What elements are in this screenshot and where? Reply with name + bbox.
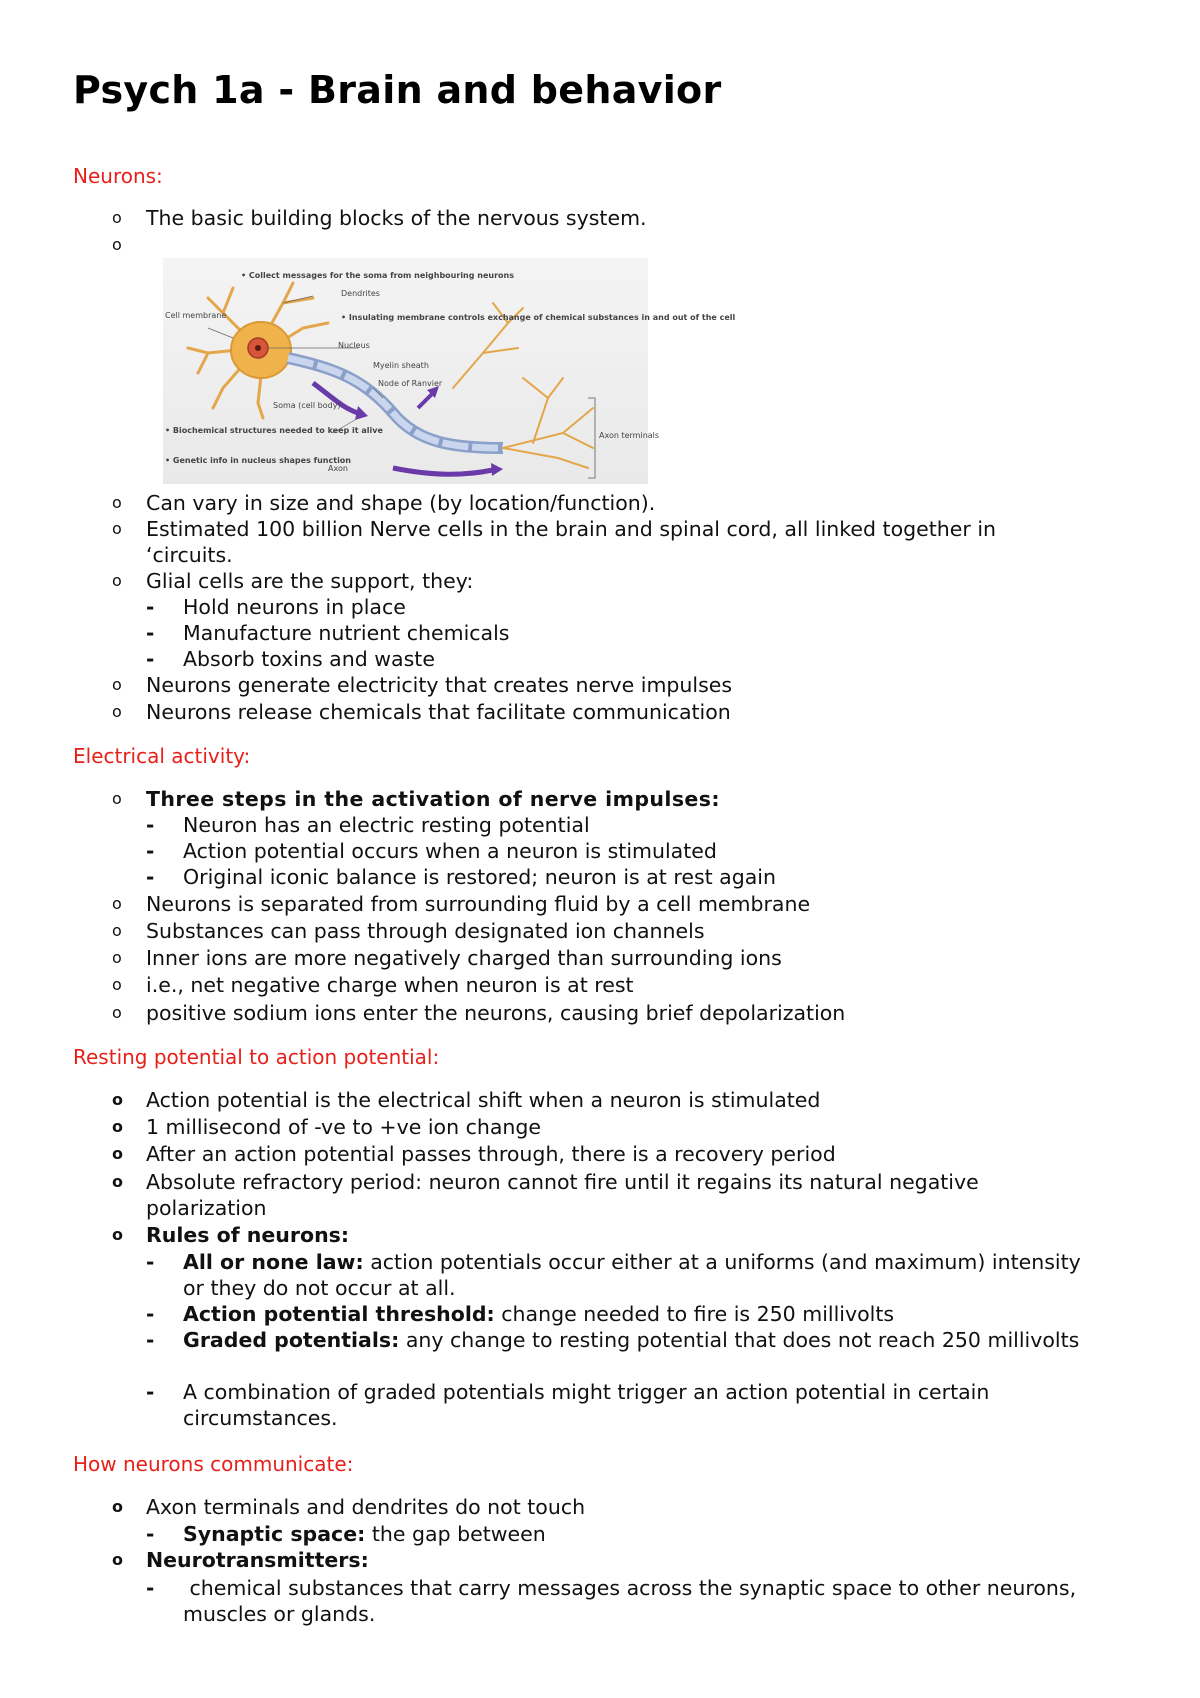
list-item: Glial cells are the support, they: [146,569,474,593]
figure-label: Nucleus [338,341,370,350]
figure-label: • Biochemical structures needed to keep it alive [165,426,383,435]
dash-marker: - [146,595,155,619]
bullet-marker: o [112,235,122,254]
sub-list-item: Original iconic balance is restored; neuron is at rest again [183,865,776,889]
list-item: Absolute refractory period: neuron cannot fire until it regains its natural negative polarization [146,1170,979,1220]
figure-label: Myelin sheath [373,361,429,370]
bullet-marker: o [112,975,122,994]
figure-label: Axon terminals [599,431,660,440]
rule-item [183,1301,1083,1327]
section-heading-resting: Resting potential to action potential: [73,1045,440,1069]
list-item: Inner ions are more negatively charged than surrounding ions [146,946,782,970]
rule-item [183,1327,1083,1353]
list-item: Can vary in size and shape (by location/function). [146,491,656,515]
bullet-marker: o [112,493,122,512]
rule-text: any change to resting potential that does not reach 250 millivolts [399,1328,1080,1352]
neuron-diagram-image [163,258,736,484]
sub-list-item: Manufacture nutrient chemicals [183,621,510,645]
list-item: Axon terminals and dendrites do not touch [146,1495,586,1519]
sub-list-item: chemical substances that carry messages across the synaptic space to other neurons, muscles or glands. [183,1576,1083,1626]
bullet-marker: o [112,1144,123,1163]
bullet-marker: o [112,208,122,227]
list-item: 1 millisecond of -ve to +ve ion change [146,1115,542,1139]
bullet-marker: o [112,894,122,913]
dash-marker: - [146,813,155,837]
dash-marker: - [146,1522,155,1546]
list-item: Neurons generate electricity that creates nerve impulses [146,673,733,697]
figure-label: Dendrites [341,289,380,298]
rule-item [183,1249,1083,1301]
synaptic-text: the gap between [365,1522,546,1546]
rule-term: Graded potentials: [183,1328,400,1352]
figure-label: Soma (cell body) [273,401,341,410]
sub-list-item: Action potential occurs when a neuron is stimulated [183,839,717,863]
figure-label: • Collect messages for the soma from neighbouring neurons [241,271,514,280]
bullet-marker: o [112,1090,123,1109]
list-item: Neurons release chemicals that facilitate communication [146,700,731,724]
section-heading-communicate: How neurons communicate: [73,1452,354,1476]
list-item: positive sodium ions enter the neurons, causing brief depolarization [146,1001,846,1025]
neurotransmitters-title: Neurotransmitters: [146,1548,369,1572]
dash-marker: - [146,1380,155,1404]
rule-term: All or none law: [183,1250,364,1274]
bullet-marker: o [112,921,122,940]
dash-marker: - [146,647,155,671]
sub-list-item: Neuron has an electric resting potential [183,813,590,837]
dash-marker: - [146,1576,155,1600]
rule-text: action potentials occur either at a uniforms (and maximum) intensity or they do not occur at all. [183,1250,1081,1300]
dash-marker: - [146,1302,155,1326]
figure-label: • Insulating membrane controls exchange of chemical substances in and out of the cell [341,313,736,322]
page-title: Psych 1a - Brain and behavior [73,68,722,112]
rule-text: change needed to fire is 250 millivolts [494,1302,895,1326]
bullet-marker: o [112,948,122,967]
bullet-marker: o [112,1003,122,1022]
bullet-marker: o [112,1550,123,1569]
sub-list-item: Absorb toxins and waste [183,647,435,671]
list-item: Estimated 100 billion Nerve cells in the brain and spinal cord, all linked together in ‘circuits. [146,517,997,567]
rule-term: Action potential threshold: [183,1302,495,1326]
bullet-marker: o [112,1225,123,1244]
list-item: Action potential is the electrical shift when a neuron is stimulated [146,1088,821,1112]
synaptic-term: Synaptic space: [183,1522,366,1546]
bullet-marker: o [112,571,122,590]
figure-label: • Genetic info in nucleus shapes function [165,456,351,465]
dash-marker: - [146,1250,155,1274]
list-item: i.e., net negative charge when neuron is at rest [146,973,634,997]
sub-list-item [183,1521,1083,1547]
section-heading-electrical: Electrical activity: [73,744,251,768]
steps-title: Three steps in the activation of nerve impulses: [146,787,720,811]
figure-label: Axon [328,464,348,473]
bullet-marker: o [112,702,122,721]
figure-label: Cell membrane [165,311,227,320]
bullet-marker: o [112,1172,123,1191]
bullet-marker: o [112,789,122,808]
neuron-diagram-svg [163,258,736,484]
section-heading-neurons: Neurons: [73,164,163,188]
dash-marker: - [146,839,155,863]
dash-marker: - [146,865,155,889]
bullet-marker: o [112,1117,123,1136]
bullet-marker: o [112,1497,123,1516]
sub-list-item: Hold neurons in place [183,595,406,619]
list-item: Substances can pass through designated ion channels [146,919,705,943]
list-item: The basic building blocks of the nervous system. [146,206,647,230]
figure-label: Node of Ranvier [378,379,443,388]
rule-item: A combination of graded potentials might trigger an action potential in certain circumstances. [183,1380,990,1430]
bullet-marker: o [112,675,122,694]
list-item: After an action potential passes through, there is a recovery period [146,1142,836,1166]
dash-marker: - [146,1328,155,1352]
bullet-marker: o [112,519,122,538]
list-item: Neurons is separated from surrounding fluid by a cell membrane [146,892,811,916]
dash-marker: - [146,621,155,645]
rules-title: Rules of neurons: [146,1223,350,1247]
